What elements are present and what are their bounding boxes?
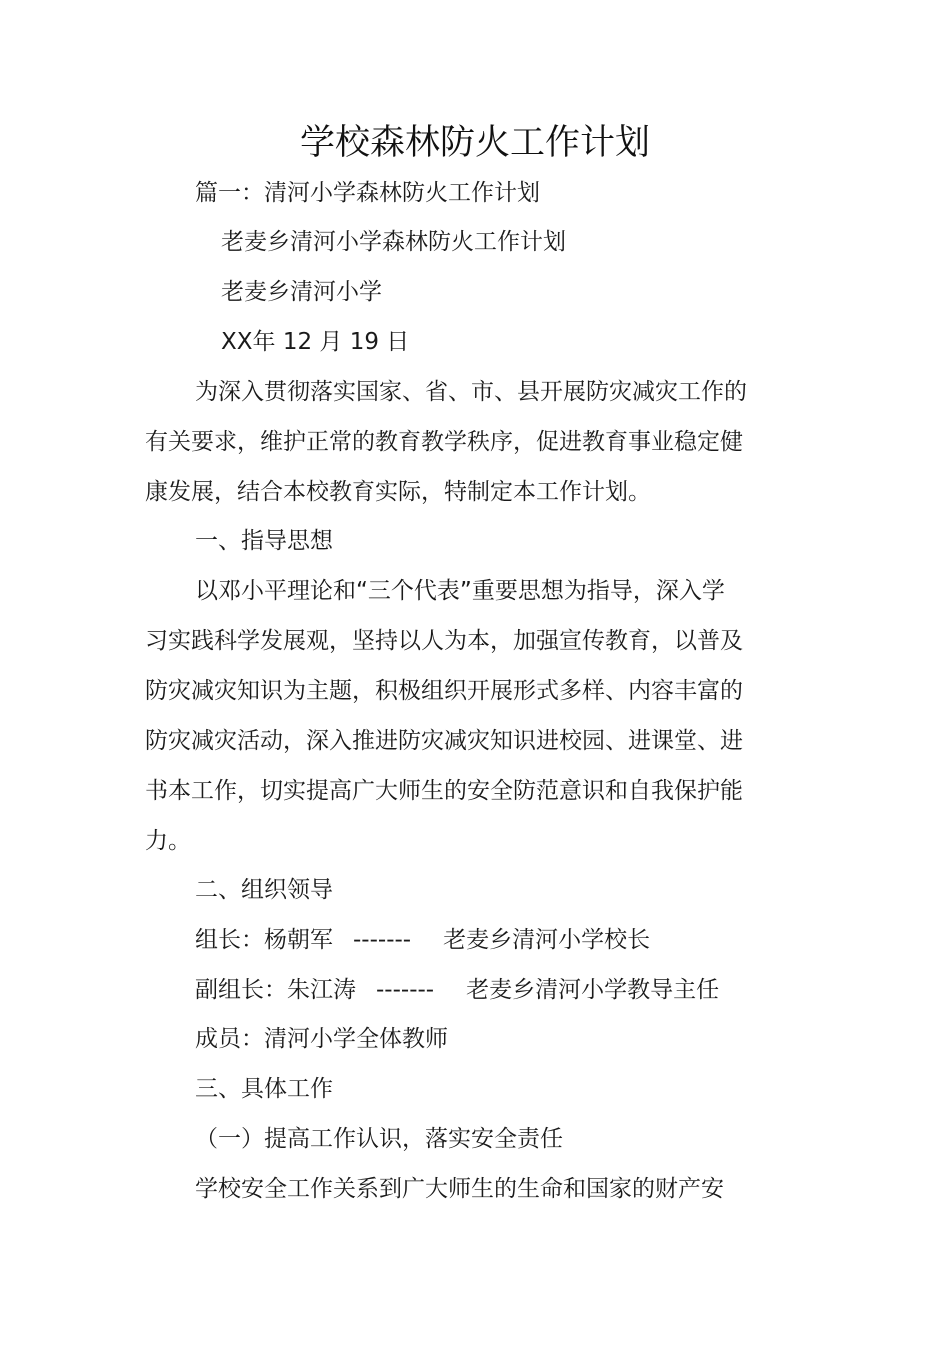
leader-dash: ------- — [353, 927, 412, 953]
paragraph-line: 防灾减灾活动，深入推进防灾减灾知识进校园、进课堂、进 — [145, 728, 743, 754]
school-name: 老麦乡清河小学 — [221, 279, 382, 305]
section-heading: 二、组织领导 — [195, 877, 333, 903]
page-title: 学校森林防火工作计划 — [299, 123, 650, 163]
doc-date: XX年 12 月 19 日 — [221, 329, 410, 355]
paragraph-line: 康发展，结合本校教育实际，特制定本工作计划。 — [145, 479, 651, 505]
paragraph-line: 为深入贯彻落实国家、省、市、县开展防灾减灾工作的 — [195, 379, 747, 405]
leader-label: 组长：杨朝军 — [195, 927, 333, 953]
leader-role: 老麦乡清河小学校长 — [443, 927, 651, 953]
section-heading: 篇一：清河小学森林防火工作计划 — [195, 180, 540, 206]
paragraph-line: 防灾减灾知识为主题，积极组织开展形式多样、内容丰富的 — [145, 678, 743, 704]
paragraph-line: 力。 — [145, 828, 191, 854]
doc-subtitle: 老麦乡清河小学森林防火工作计划 — [221, 229, 566, 255]
paragraph-line: 学校安全工作关系到广大师生的生命和国家的财产安 — [195, 1176, 724, 1202]
section-heading: 一、指导思想 — [195, 528, 333, 554]
leader-dash: ------- — [376, 977, 435, 1003]
section-heading: 三、具体工作 — [195, 1076, 333, 1102]
paragraph-line: 有关要求，维护正常的教育教学秩序，促进教育事业稳定健 — [145, 429, 743, 455]
paragraph-line: 书本工作，切实提高广大师生的安全防范意识和自我保护能 — [145, 778, 743, 804]
leader-row — [195, 974, 719, 1006]
leader-row — [195, 924, 650, 956]
paragraph-line: 以邓小平理论和“三个代表”重要思想为指导，深入学 — [195, 578, 725, 604]
subsection-heading: （一）提高工作认识，落实安全责任 — [195, 1126, 563, 1152]
paragraph-line: 习实践科学发展观，坚持以人为本，加强宣传教育，以普及 — [145, 628, 743, 654]
leader-role: 老麦乡清河小学教导主任 — [466, 977, 720, 1003]
members-line: 成员：清河小学全体教师 — [195, 1026, 448, 1052]
leader-label: 副组长：朱江涛 — [195, 977, 356, 1003]
